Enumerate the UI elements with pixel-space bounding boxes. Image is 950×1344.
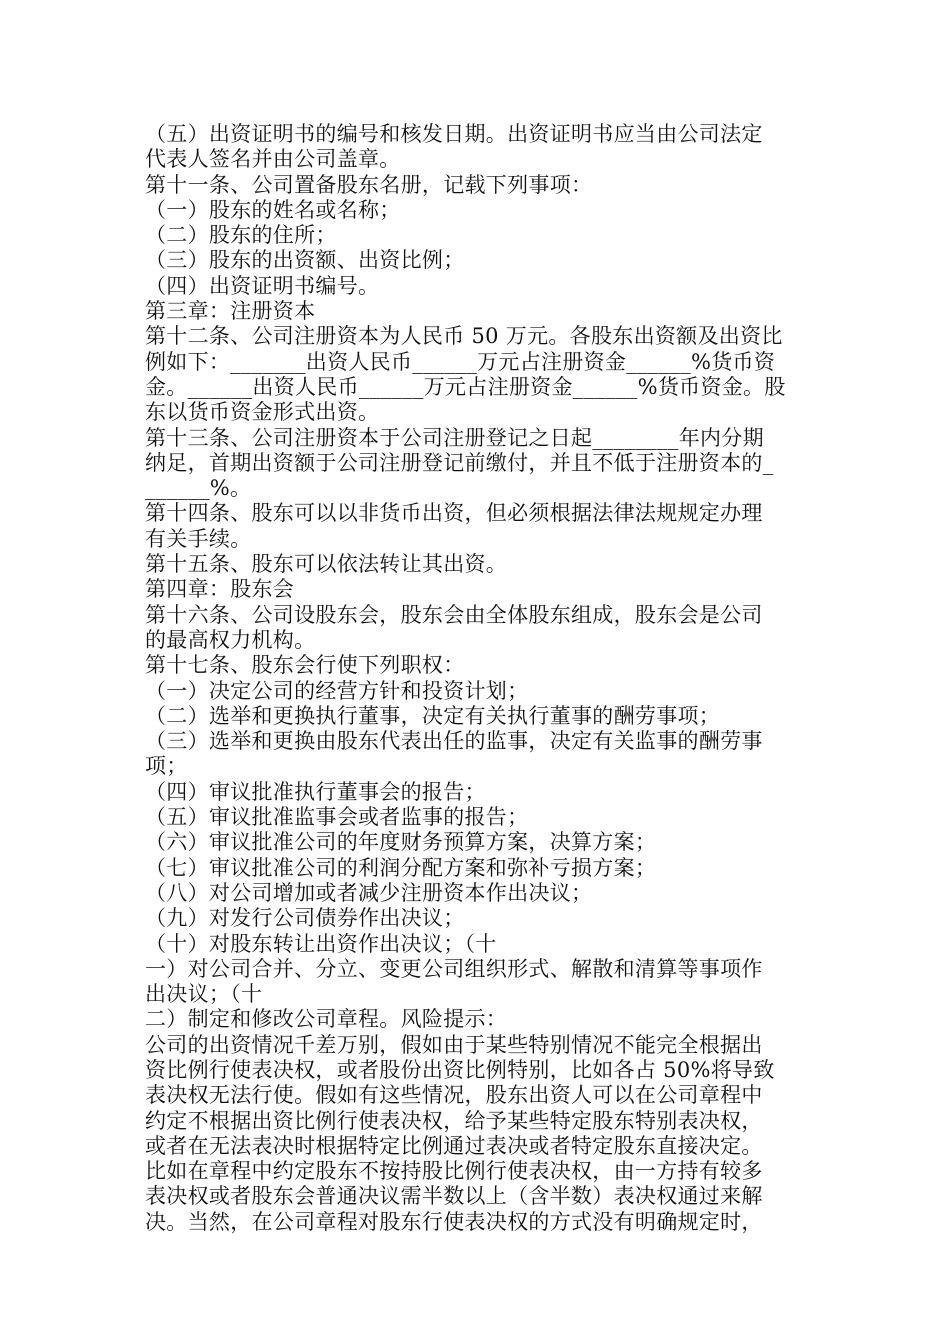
text-line: 第十七条、股东会行使下列职权： [145, 653, 465, 678]
text-line: 代表人签名并由公司盖章。 [145, 147, 401, 172]
text-line: 第十二条、公司注册资本为人民币 50 万元。各股东出资额及出资比 [145, 324, 783, 349]
chapter-heading: 第四章：股东会 [145, 577, 295, 602]
document-body [145, 122, 815, 1235]
text-line: 一）对公司合并、分立、变更公司组织形式、解散和清算等事项作 [145, 956, 763, 981]
text-line: 纳足，首期出资额于公司注册登记前缴付，并且不低于注册资本的_ [145, 450, 774, 475]
text-line: 第十五条、股东可以依法转让其出资。 [145, 552, 508, 577]
text-line: （六）审议批准公司的年度财务预算方案，决算方案； [145, 830, 657, 855]
text-line: 第十一条、公司置备股东名册，记载下列事项： [145, 172, 593, 197]
text-line: （七）审议批准公司的利润分配方案和弥补亏损方案； [145, 855, 657, 880]
text-line: 二）制定和修改公司章程。风险提示： [145, 1007, 508, 1032]
text-line: （四）出资证明书编号。 [145, 273, 380, 298]
text-line: 有关手续。 [145, 526, 252, 551]
text-line: 第十六条、公司设股东会，股东会由全体股东组成，股东会是公司 [145, 602, 763, 627]
text-line: （三）股东的出资额、出资比例； [145, 248, 465, 273]
text-line: （五）出资证明书的编号和核发日期。出资证明书应当由公司法定 [145, 122, 763, 146]
text-line: （一）决定公司的经营方针和投资计划； [145, 678, 529, 703]
text-line: （三）选举和更换由股东代表出任的监事，决定有关监事的酬劳事 [145, 729, 763, 754]
text-line: 金。______出资人民币______万元占注册资金______%货币资金。股 [145, 374, 786, 399]
chapter-heading: 第三章：注册资本 [145, 299, 316, 324]
text-line: （一）股东的姓名或名称； [145, 197, 401, 222]
text-line: （二）股东的住所； [145, 223, 337, 248]
text-line: （二）选举和更换执行董事，决定有关执行董事的酬劳事项； [145, 703, 721, 728]
text-line: ______%。 [145, 476, 252, 501]
text-line: 比如在章程中约定股东不按持股比例行使表决权，由一方持有较多 [145, 1159, 763, 1184]
text-line: （十）对股东转让出资作出决议；（十 [145, 931, 497, 956]
text-line: 决。当然，在公司章程对股东行使表决权的方式没有明确规定时， [145, 1209, 763, 1234]
text-line: 东以货币资金形式出资。 [145, 400, 380, 425]
text-line: 表决权或者股东会普通决议需半数以上（含半数）表决权通过来解 [145, 1184, 763, 1209]
text-line: 表决权无法行使。假如有这些情况，股东出资人可以在公司章程中 [145, 1083, 763, 1108]
text-line: （九）对发行公司债券作出决议； [145, 906, 465, 931]
text-line: 的最高权力机构。 [145, 627, 316, 652]
text-line: （八）对公司增加或者减少注册资本作出决议； [145, 880, 593, 905]
text-line: 例如下：_______出资人民币______万元占注册资金______%货币资 [145, 349, 776, 374]
text-line: 约定不根据出资比例行使表决权，给予某些特定股东特别表决权， [145, 1108, 763, 1133]
text-line: （四）审议批准执行董事会的报告； [145, 779, 486, 804]
text-line: 出决议；（十 [145, 982, 263, 1007]
text-line: 项； [145, 754, 188, 779]
text-line: 或者在无法表决时根据特定比例通过表决或者特定股东直接决定。 [145, 1133, 763, 1158]
text-line: （五）审议批准监事会或者监事的报告； [145, 805, 529, 830]
text-line: 第十三条、公司注册资本于公司注册登记之日起________年内分期 [145, 425, 764, 450]
text-line: 资比例行使表决权，或者股份出资比例特别，比如各占 50%将导致 [145, 1057, 775, 1082]
text-line: 公司的出资情况千差万别，假如由于某些特别情况不能完全根据出 [145, 1032, 763, 1057]
text-line: 第十四条、股东可以以非货币出资，但必须根据法律法规规定办理 [145, 501, 763, 526]
